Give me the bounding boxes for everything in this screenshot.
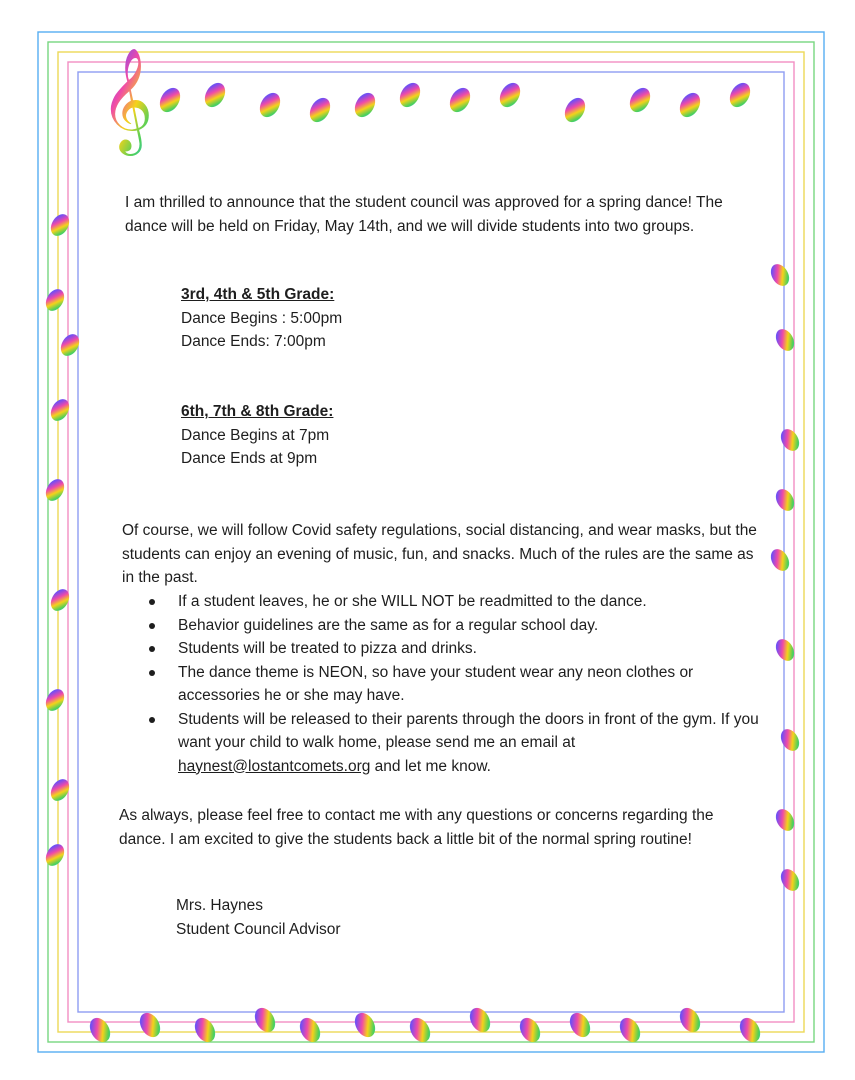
dance-begins-time: Dance Begins at 7pm: [181, 426, 330, 444]
rule-item: Students will be treated to pizza and drinks.: [122, 637, 762, 661]
signature-block: [176, 894, 341, 941]
grade-group-6-8: [181, 400, 333, 471]
group-title: 6th, 7th & 8th Grade:: [181, 403, 334, 420]
signature-title: Student Council Advisor: [176, 920, 341, 938]
rules-list: [122, 590, 762, 778]
intro-paragraph: I am thrilled to announce that the student council was approved for a spring dance! The dance will be held on Friday, May 14th, and we will divide students into two groups.: [125, 194, 723, 235]
rule-item: The dance theme is NEON, so have your student wear any neon clothes or accessories he or she may have.: [122, 661, 762, 708]
rule-item: [122, 708, 762, 779]
dance-begins-time: Dance Begins : 5:00pm: [181, 309, 343, 327]
email-link[interactable]: haynest@lostantcomets.org: [178, 757, 371, 775]
rule-item: If a student leaves, he or she WILL NOT be readmitted to the dance.: [122, 590, 762, 614]
rule-text: Students will be released to their parents through the doors in front of the gym. If you want your child to walk home, please send me an email at: [178, 710, 759, 751]
closing-paragraph: As always, please feel free to contact me with any questions or concerns regarding the dance. I am excited to give the students back a little bit of the normal spring routine!: [119, 807, 714, 848]
covid-paragraph: Of course, we will follow Covid safety regulations, social distancing, and wear masks, but the students can enjoy an evening of music, fun, and snacks. Much of the rules are the same as in the past.: [122, 522, 757, 586]
treble-clef-icon: 𝄞: [100, 47, 154, 152]
rule-item: Behavior guidelines are the same as for a regular school day.: [122, 614, 762, 638]
rule-text: and let me know.: [370, 757, 491, 775]
dance-ends-time: Dance Ends: 7:00pm: [181, 333, 326, 350]
signature-name: Mrs. Haynes: [176, 897, 263, 914]
group-title: 3rd, 4th & 5th Grade:: [181, 286, 335, 303]
dance-ends-time: Dance Ends at 9pm: [181, 450, 318, 467]
grade-group-3-5: [181, 283, 342, 354]
